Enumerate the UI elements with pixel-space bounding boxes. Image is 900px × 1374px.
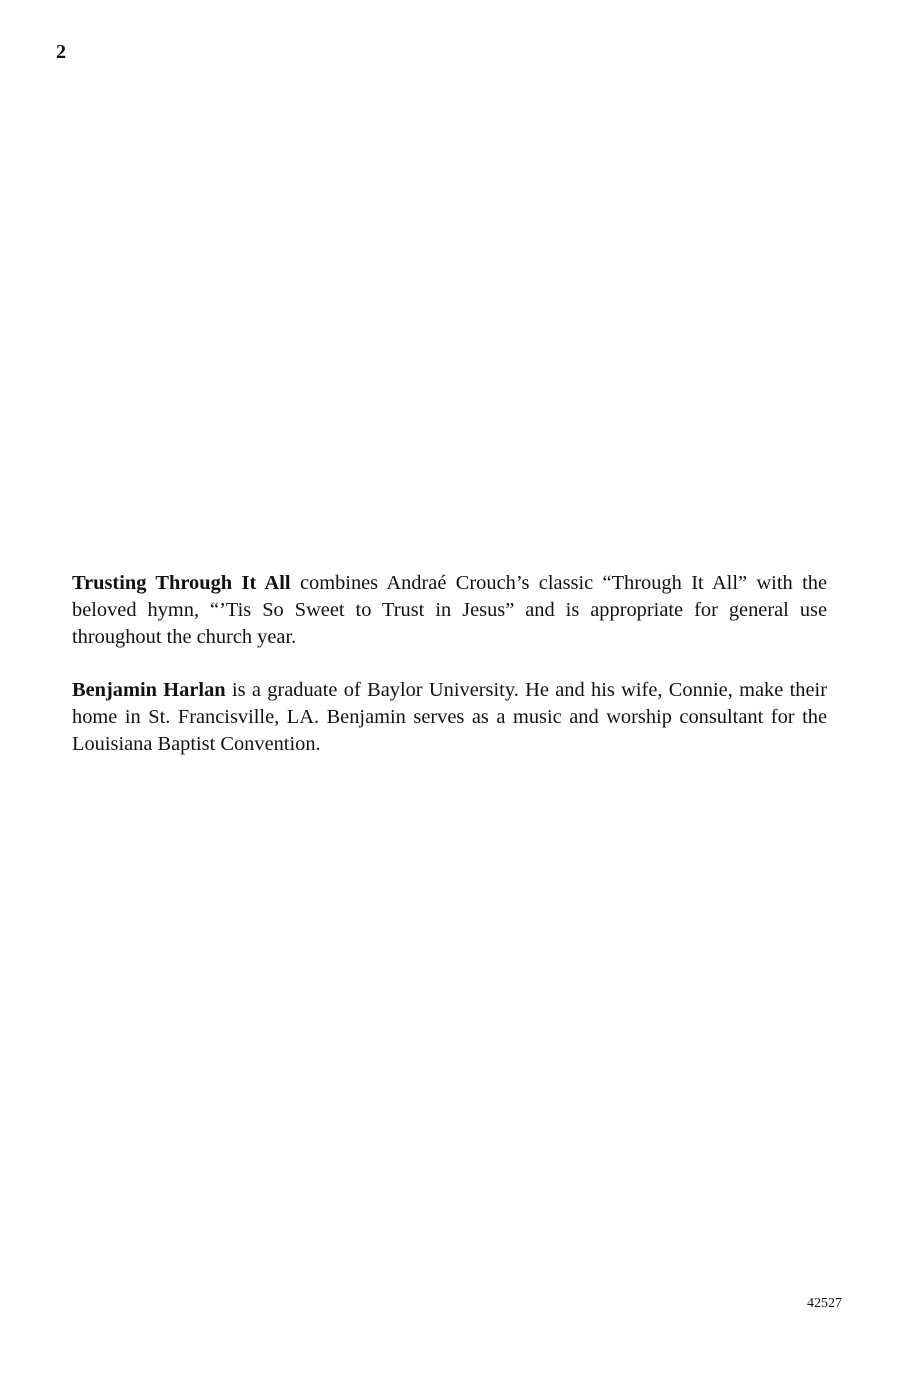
composer-bio-paragraph [72,677,827,758]
description-paragraph [72,570,827,651]
catalog-number: 42527 [807,1296,842,1311]
composer-bio-text: is a graduate of Baylor University. He and his wife, Connie, make their home in St. Francisville, LA. Benjamin serves as a music and worship consultant for the Louisiana Baptist Convention. [72,679,827,755]
page-number: 2 [56,41,66,63]
page-content [72,570,827,784]
description-text: combines Andraé Crouch’s classic “Through It All” with the beloved hymn, “’Tis So Sweet to Trust in Jesus” and is appropriate for general use throughout the church year. [72,572,827,648]
song-title: Trusting Through It All [72,572,291,594]
composer-name: Benjamin Harlan [72,679,226,701]
